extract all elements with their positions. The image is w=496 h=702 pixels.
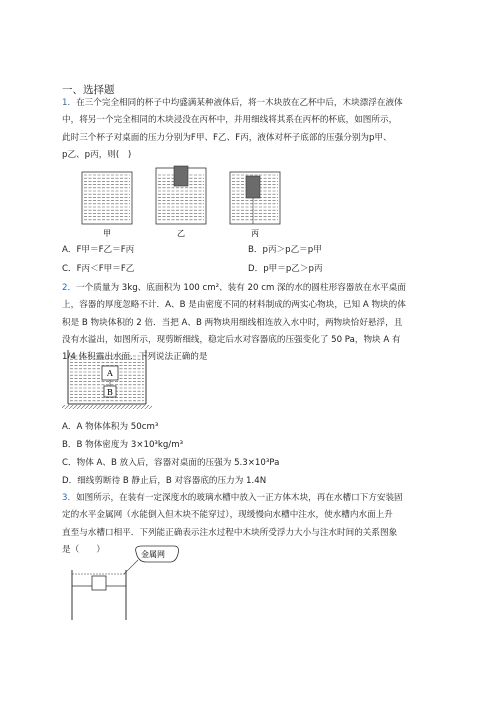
q2-option-a: A．A 物体体积为 50cm³ — [62, 422, 159, 432]
q2-option-b: B．B 物体密度为 3×10³kg/m³ — [62, 440, 184, 450]
block-a-label: A — [107, 369, 113, 378]
cup-bing — [230, 172, 280, 224]
q3-line3: 直至与水槽口相平．下列能正确表示注水过程中木块所受浮力大小与注水时间的关系图象 — [62, 527, 398, 538]
q1-line3: 此时三个杯子对桌面的压力分别为F甲、F乙、F丙，液体对杯子底部的压强分别为p甲、 — [62, 132, 392, 143]
q1-option-a: A．F甲＝F乙＝F丙 — [62, 245, 135, 255]
q1-line4: p乙、p丙，则( ) — [62, 149, 132, 160]
q3-number: 3． — [62, 493, 77, 503]
wood-block-yi — [174, 166, 188, 186]
block-b-label: B — [107, 388, 113, 397]
cup-yi — [156, 166, 206, 224]
section-title: 一、选择题 — [62, 84, 115, 96]
q3-line4: 是（ ） — [62, 544, 105, 555]
wood-block-bing — [246, 176, 260, 198]
q1-line2: 中，将另一个完全相同的木块浸没在丙杯中，并用细线将其系在丙杯的杯底，如图所示， — [62, 115, 398, 126]
q1-number: 1． — [62, 98, 77, 108]
cup-label-bing: 丙 — [251, 229, 259, 238]
q2-line3: 积是 B 物块体积的 2 倍．当把 A、B 两物块用细线相连放入水中时，两物块恰好悬浮，且 — [62, 317, 403, 328]
q2-line5: 1/4 体积露出水面．下列说法正确的是 — [62, 352, 208, 363]
q2-option-d: D．细线剪断待 B 静止后，B 对容器底的压力为 1.4N — [62, 476, 267, 486]
table-surface — [62, 405, 152, 409]
q1-cups-figure — [80, 164, 290, 240]
q1-option-c: C．F丙＜F甲＝F乙 — [62, 264, 135, 274]
q2-text-line1: 一个质量为 3kg、底面积为 100 cm²、装有 20 cm 深的水的圆柱形容器放在水平桌面 — [76, 283, 406, 293]
q1-line1 — [62, 95, 434, 112]
cup-label-jia: 甲 — [103, 229, 111, 238]
cup-label-yi: 乙 — [177, 229, 185, 238]
q2-container-figure — [62, 348, 152, 412]
question-1 — [62, 95, 434, 164]
q3-line1 — [62, 490, 434, 507]
callout-metal-net: 金属网 — [141, 550, 165, 559]
q1-option-d: D．p甲＝p乙＞p丙 — [248, 264, 323, 274]
q2-line2: 上，容器的厚度忽略不计．A、B 是由密度不同的材料制成的两实心物块，已知 A 物块的体 — [62, 300, 406, 311]
q2-line1 — [62, 280, 434, 297]
wood-cube — [92, 576, 106, 590]
q3-line2: 定的水平金属网（水能倒入但木块不能穿过），现缓慢向水槽中注水，使水槽内水面上升 — [62, 510, 393, 521]
q1-text-line1: 在三个完全相同的杯子中均盛满某种液体后，将一木块放在乙杯中后，木块漂浮在液体 — [76, 98, 403, 108]
q3-text-line1: 如图所示，在装有一定深度水的玻璃水槽中放入一正方体木块，再在水槽口下方安装固 — [76, 493, 403, 503]
q1-option-b: B．p丙＞p乙＝p甲 — [248, 245, 322, 255]
q2-line4: 没有水溢出，如图所示，现剪断细线，稳定后水对容器底的压强变化了 50 Pa，物块 A 有 — [62, 334, 401, 345]
q2-option-c: C．物体 A、B 放入后，容器对桌面的压强为 5.3×10³Pa — [62, 458, 280, 468]
q2-number: 2． — [62, 283, 77, 293]
cup-jia — [82, 172, 132, 224]
q3-tank-figure — [66, 540, 186, 620]
